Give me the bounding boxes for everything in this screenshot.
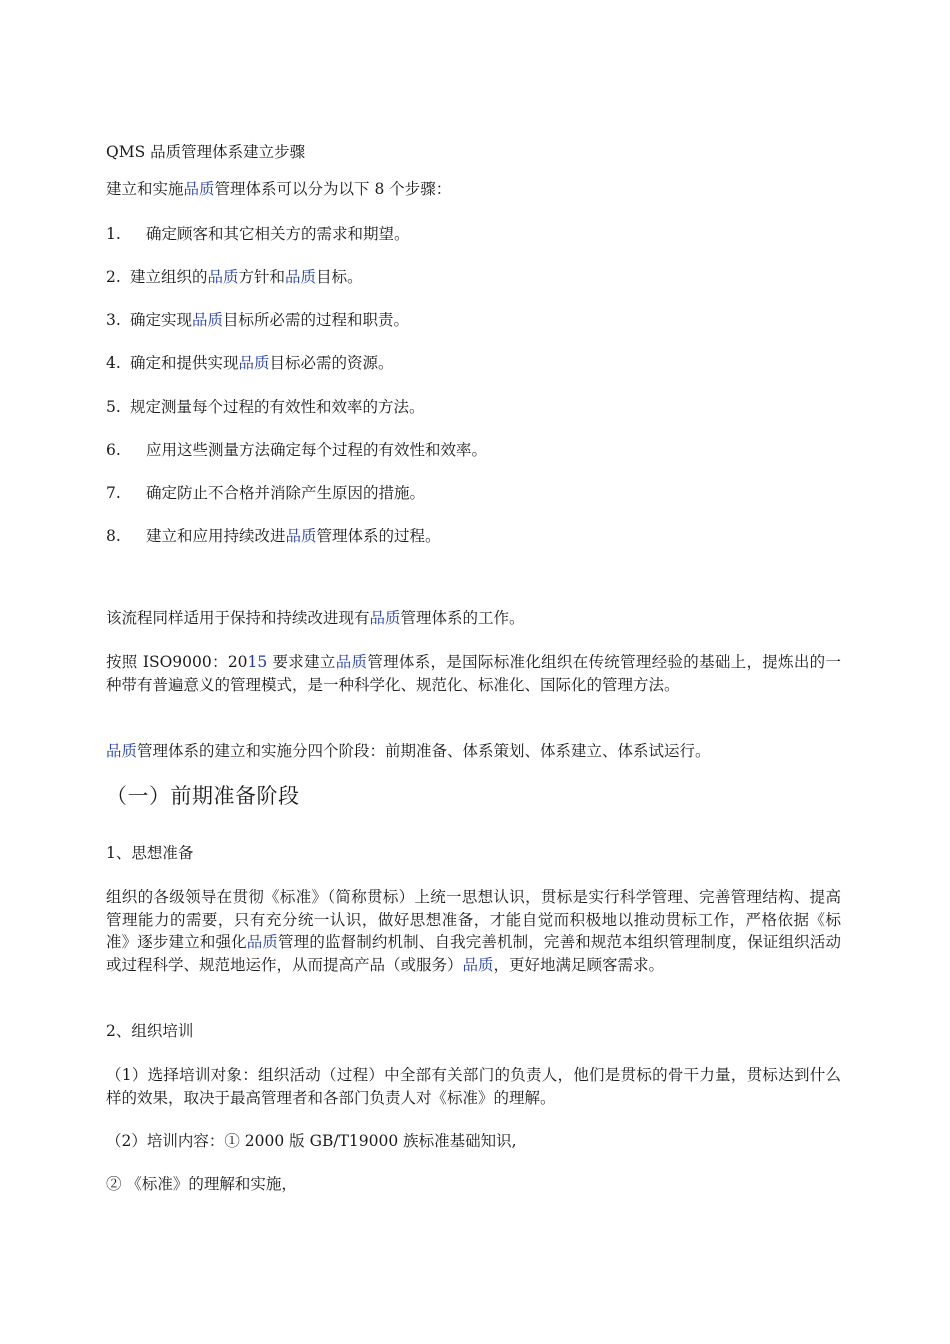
list-item: 7. 确定防止不合格并消除产生原因的措施。 bbox=[106, 484, 426, 502]
list-item: 2. 建立组织的品质方针和品质目标。 bbox=[106, 268, 363, 286]
list-item: 1. 确定顾客和其它相关方的需求和期望。 bbox=[106, 225, 410, 243]
paragraph: 按照 ISO9000：2015 要求建立品质管理体系，是国际标准化组织在传统管理经验的基础上，提炼出的一种带有普遍意义的管理模式，是一种科学化、规范化、标准化、国际化的管理方法。 bbox=[106, 653, 841, 694]
section-heading: （一）前期准备阶段 bbox=[106, 784, 300, 808]
list-item: 5. 规定测量每个过程的有效性和效率的方法。 bbox=[106, 398, 425, 416]
quality-link[interactable]: 品质 bbox=[369, 609, 401, 627]
quality-link[interactable]: 品质 bbox=[238, 354, 270, 372]
document-title: QMS 品质管理体系建立步骤 bbox=[106, 143, 306, 161]
quality-link[interactable]: 品质 bbox=[285, 268, 317, 286]
list-item: 8. 建立和应用持续改进品质管理体系的过程。 bbox=[106, 527, 441, 545]
intro-line: 建立和实施品质管理体系可以分为以下 8 个步骤： bbox=[106, 180, 452, 198]
quality-link[interactable]: 品质 bbox=[183, 180, 215, 198]
list-item: 4. 确定和提供实现品质目标必需的资源。 bbox=[106, 354, 394, 372]
quality-link[interactable]: 品质 bbox=[462, 955, 494, 974]
subheading: 1、思想准备 bbox=[106, 844, 194, 862]
paragraph: ② 《标准》的理解和实施， bbox=[106, 1175, 297, 1193]
paragraph: 该流程同样适用于保持和持续改进现有品质管理体系的工作。 bbox=[106, 609, 525, 627]
list-item: 3. 确定实现品质目标所必需的过程和职责。 bbox=[106, 311, 410, 329]
paragraph: （1）选择培训对象：组织活动（过程）中全部有关部门的负责人，他们是贯标的骨干力量，贯标达到什么样的效果，取决于最高管理者和各部门负责人对《标准》的理解。 bbox=[106, 1066, 841, 1107]
quality-link[interactable]: 品质 bbox=[285, 527, 317, 545]
quality-link[interactable]: 品质 bbox=[207, 268, 239, 286]
year-link[interactable]: 15 bbox=[247, 653, 268, 671]
paragraph: （2）培训内容：① 2000 版 GB/T19000 族标准基础知识, bbox=[106, 1132, 517, 1150]
quality-link[interactable]: 品质 bbox=[106, 742, 138, 760]
quality-link[interactable]: 品质 bbox=[335, 653, 368, 671]
paragraph: 品质管理体系的建立和实施分四个阶段：前期准备、体系策划、体系建立、体系试运行。 bbox=[106, 742, 711, 760]
list-item: 6. 应用这些测量方法确定每个过程的有效性和效率。 bbox=[106, 441, 488, 459]
quality-link[interactable]: 品质 bbox=[192, 311, 224, 329]
paragraph: 组织的各级领导在贯彻《标准》（简称贯标）上统一思想认识，贯标是实行科学管理、完善管理结构、提高管理能力的需要，只有充分统一认识，做好思想准备，才能自觉而积极地以推动贯标工作，严格依据《标准》逐步建立和强化品质管理的监督制约机制、自我完善机制，完善和规范本组织管理制度，保证组织活动或过程科学、规范地运作，从而提高产品（或服务）品质，更好地满足顾客需求。 bbox=[106, 888, 841, 974]
quality-link[interactable]: 品质 bbox=[246, 933, 279, 951]
subheading: 2、组织培训 bbox=[106, 1022, 194, 1040]
